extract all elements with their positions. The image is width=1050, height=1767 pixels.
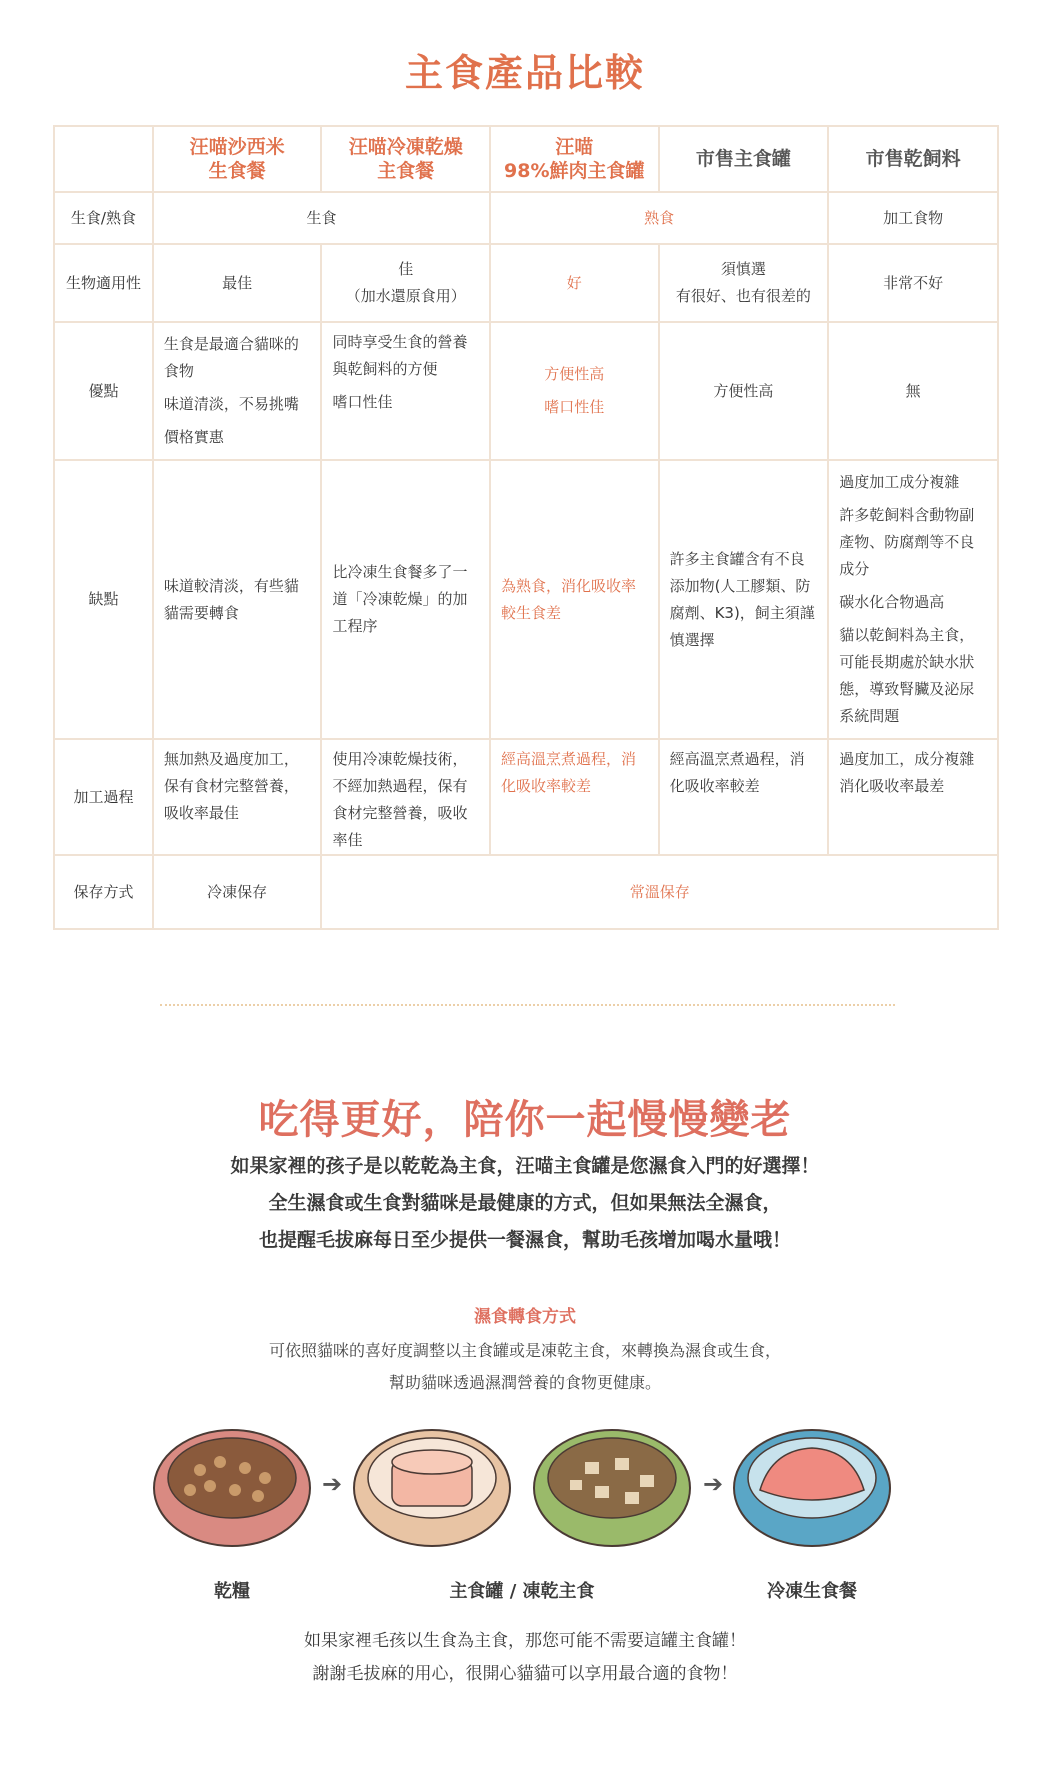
transition-heading: 濕食轉食方式 — [474, 1307, 576, 1327]
cell-pros-5: 無 — [828, 322, 998, 460]
cell-process-5: 過度加工，成分複雜消化吸收率最差 — [828, 739, 998, 855]
cell-bio-1: 最佳 — [153, 244, 322, 322]
intro-text: 如果家裡的孩子是以乾乾為主食，汪喵主食罐是您濕食入門的好選擇！ 全生濕食或生食對貓咪是最健康的方式，但如果無法全濕食， 也提醒毛拔麻每日至少提供一餐濕食，幫助毛孩增加喝水量哦！ — [230, 1155, 820, 1251]
raw-food-bowl-icon — [734, 1430, 890, 1546]
table-row — [54, 739, 998, 855]
cell-cons-2: 比冷凍生食餐多了一道「冷凍乾燥」的加工程序 — [321, 460, 490, 739]
cell-processed: 加工食物 — [828, 192, 998, 244]
freeze-dried-bowl-icon — [534, 1430, 690, 1546]
closing-text: 如果家裡毛孩以生食為主食，那您可能不需要這罐主食罐！ 謝謝毛拔麻的用心，很開心貓貓可以享用最合適的食物！ — [304, 1631, 746, 1684]
cell-bio-5: 非常不好 — [828, 244, 998, 322]
cell-bio-4: 須慎選 有很好、也有很差的 — [659, 244, 829, 322]
row-label: 缺點 — [54, 460, 153, 739]
arrow-right-icon: ➔ — [703, 1470, 724, 1498]
cell-pros-3: 方便性高 嗜口性佳 — [490, 322, 659, 460]
page-title: 主食產品比較 — [404, 51, 645, 95]
food-bowls-illustration — [0, 1420, 1050, 1570]
cell-storage-frozen: 冷凍保存 — [153, 855, 322, 929]
cell-cons-5: 過度加工成分複雜 許多乾飼料含動物副產物、防腐劑等不良成分 碳水化合物過高 貓以乾飼料為主食，可能長期處於缺水狀態，導致腎臟及泌尿系統問題 — [828, 460, 998, 739]
cell-process-3: 經高溫烹煮過程，消化吸收率較差 — [490, 739, 659, 855]
comparison-table — [53, 125, 999, 930]
step-label-canned: 主食罐 / 凍乾主食 — [449, 1581, 595, 1602]
dotted-divider — [160, 1004, 895, 1006]
cell-cons-4: 許多主食罐含有不良添加物(人工膠類、防腐劑、K3)，飼主須謹慎選擇 — [659, 460, 829, 739]
header-fresh-can: 汪喵 98%鮮肉主食罐 — [490, 126, 659, 192]
row-label: 生食/熟食 — [54, 192, 153, 244]
cell-storage-ambient: 常溫保存 — [321, 855, 998, 929]
cell-cooked: 熟食 — [490, 192, 828, 244]
canned-food-bowl-icon — [354, 1430, 510, 1546]
cell-cons-3: 為熟食，消化吸收率較生食差 — [490, 460, 659, 739]
cell-pros-2: 同時享受生食的營養與乾飼料的方便 嗜口性佳 — [321, 322, 490, 460]
table-header-row — [54, 126, 998, 192]
cell-process-1: 無加熱及過度加工，保有食材完整營養，吸收率最佳 — [153, 739, 322, 855]
row-label: 生物適用性 — [54, 244, 153, 322]
table-row — [54, 322, 998, 460]
table-row — [54, 192, 998, 244]
header-sashimi: 汪喵沙西米 生食餐 — [153, 126, 322, 192]
step-label-kibble: 乾糧 — [214, 1581, 250, 1602]
row-label: 保存方式 — [54, 855, 153, 929]
header-market-kibble: 市售乾飼料 — [828, 126, 998, 192]
cell-process-2: 使用冷凍乾燥技術，不經加熱過程，保有食材完整營養，吸收率佳 — [321, 739, 490, 855]
row-label: 加工過程 — [54, 739, 153, 855]
cell-pros-4: 方便性高 — [659, 322, 829, 460]
row-label: 優點 — [54, 322, 153, 460]
step-label-raw: 冷凍生食餐 — [767, 1581, 857, 1602]
kibble-bowl-icon — [154, 1430, 310, 1546]
corner-cell — [54, 126, 153, 192]
cell-bio-2: 佳 （加水還原食用） — [321, 244, 490, 322]
cell-raw: 生食 — [153, 192, 490, 244]
arrow-right-icon: ➔ — [322, 1470, 343, 1498]
cell-process-4: 經高溫烹煮過程，消化吸收率較差 — [659, 739, 829, 855]
cell-pros-1: 生食是最適合貓咪的食物 味道清淡，不易挑嘴 價格實惠 — [153, 322, 322, 460]
table-row — [54, 244, 998, 322]
cell-bio-3: 好 — [490, 244, 659, 322]
cell-cons-1: 味道較清淡，有些貓貓需要轉食 — [153, 460, 322, 739]
section-heading: 吃得更好，陪你一起慢慢變老 — [258, 1097, 792, 1143]
table-row — [54, 855, 998, 929]
header-freeze-dried: 汪喵冷凍乾燥 主食餐 — [321, 126, 490, 192]
table-row — [54, 460, 998, 739]
transition-text: 可依照貓咪的喜好度調整以主食罐或是凍乾主食，來轉換為濕食或生食， 幫助貓咪透過濕潤營養的食物更健康。 — [268, 1341, 781, 1392]
header-market-can: 市售主食罐 — [659, 126, 829, 192]
